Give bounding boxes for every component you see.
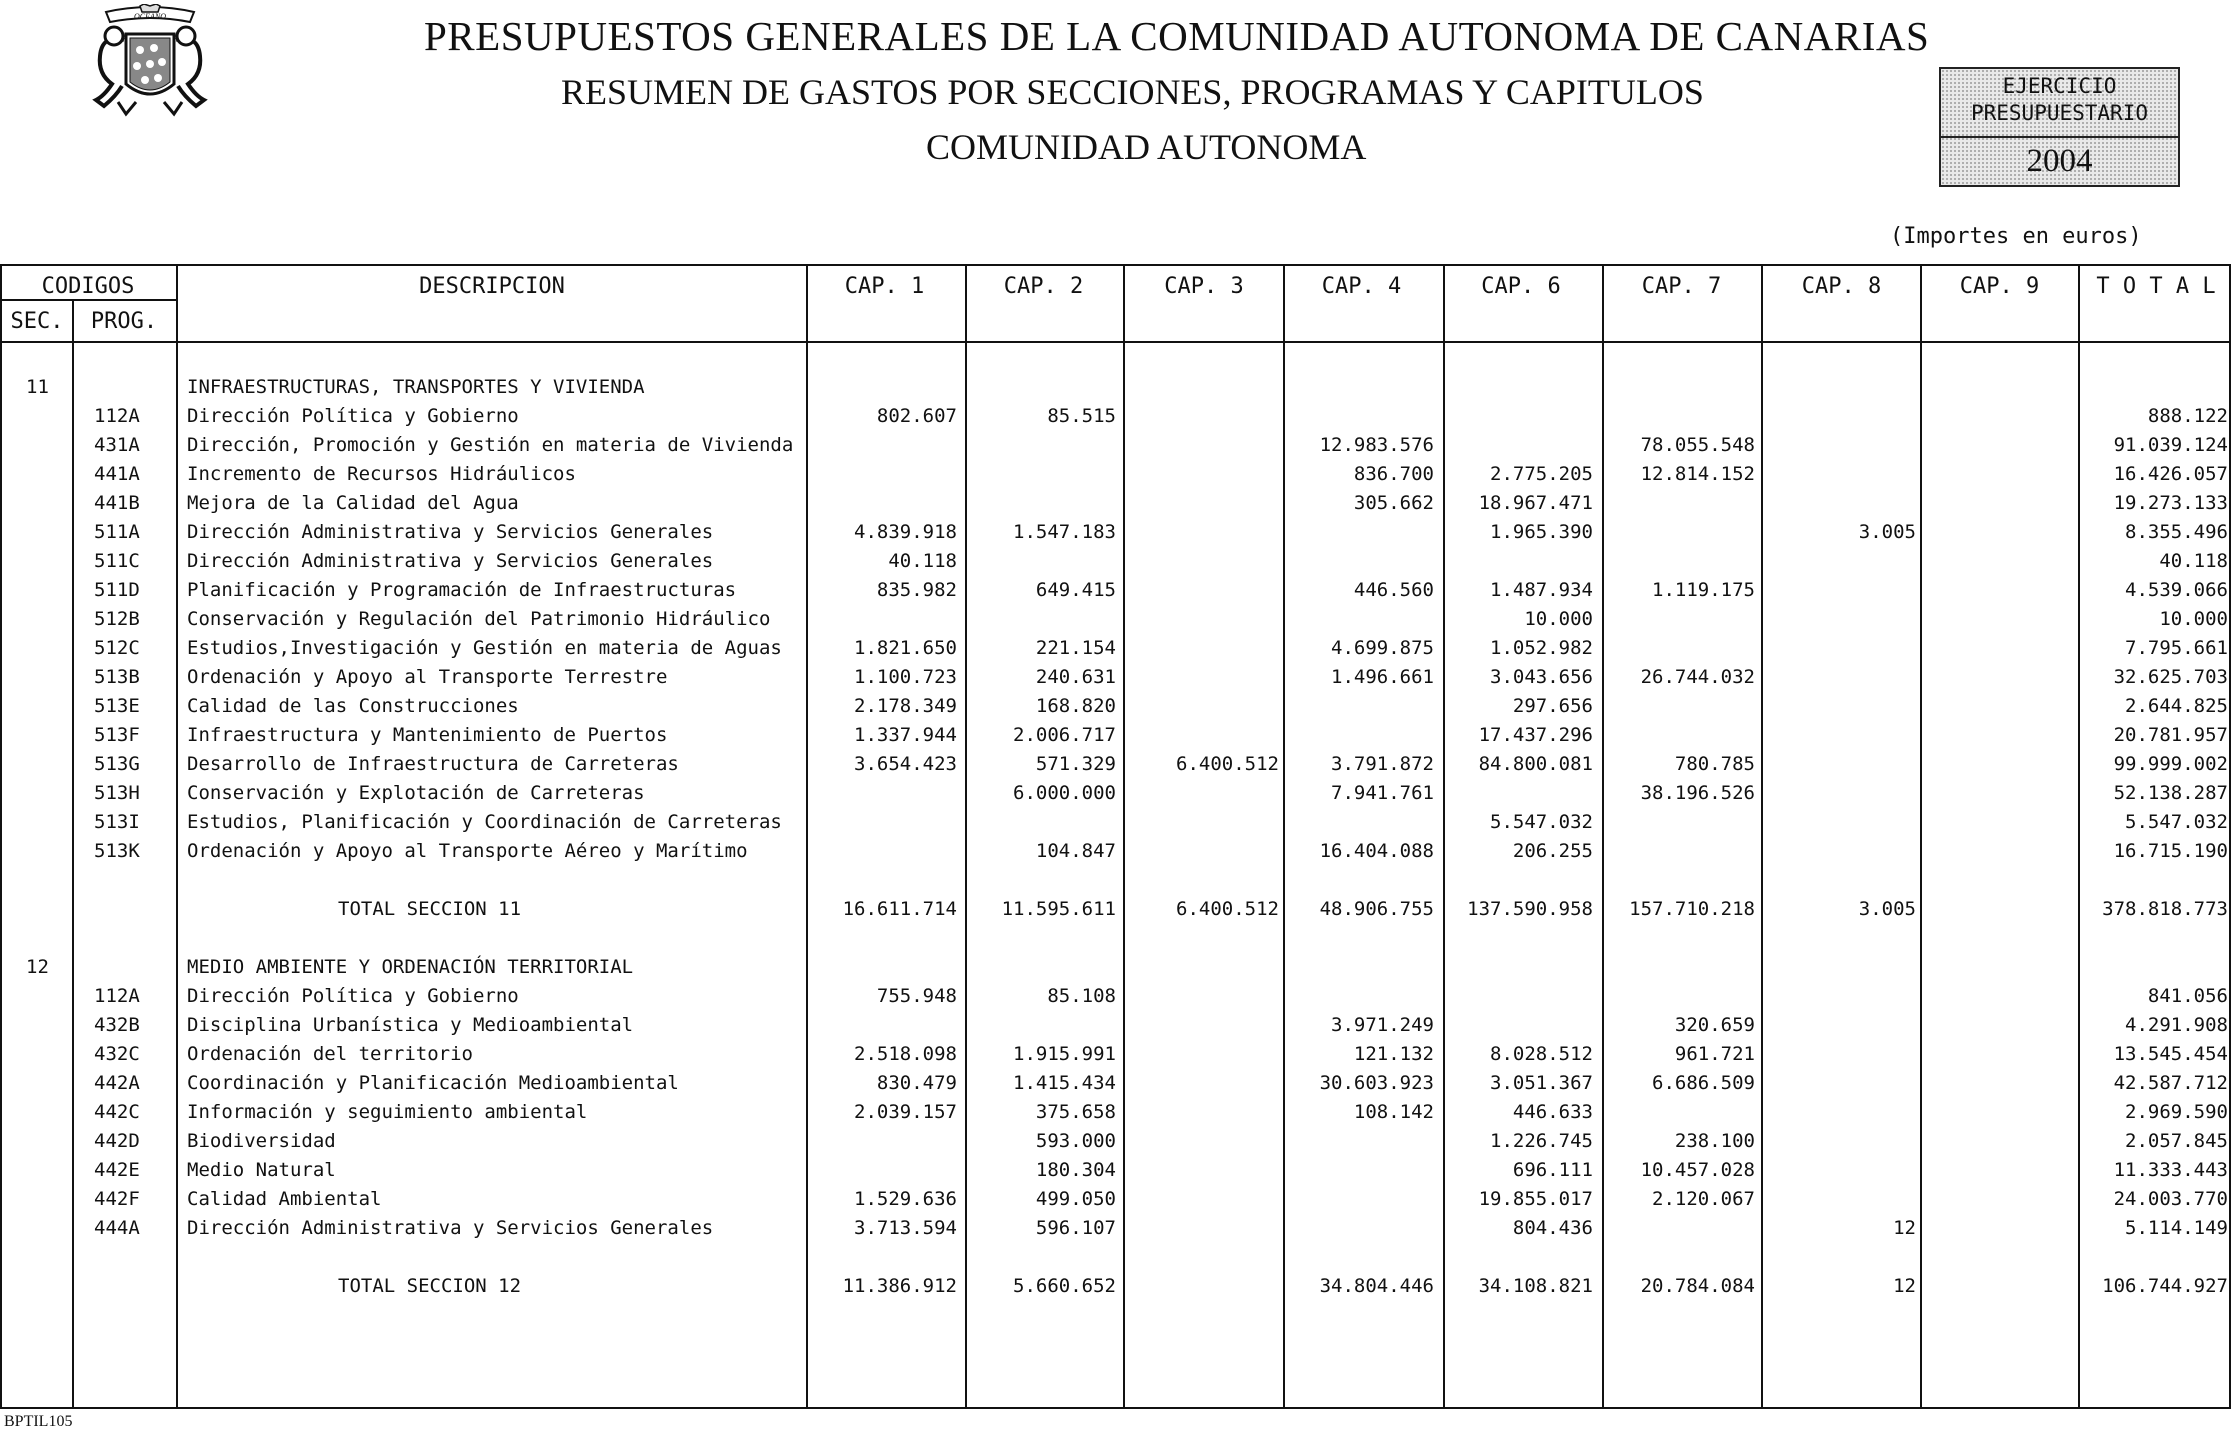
- cell-cap-5: 206.255: [1512, 840, 1593, 862]
- cell-cap-9: 40.118: [2159, 550, 2228, 572]
- cell-cap-9: 19.273.133: [2113, 492, 2228, 514]
- column-rule: [1920, 264, 1922, 1409]
- section-total-cap-2: 11.595.611: [1001, 898, 1116, 920]
- cell-cap-2: 593.000: [1035, 1130, 1116, 1152]
- program-description: Dirección Administrativa y Servicios Generales: [187, 550, 714, 572]
- program-code: 513I: [94, 811, 140, 833]
- cell-cap-1: 3.654.423: [854, 753, 957, 775]
- cell-cap-6: 38.196.526: [1640, 782, 1755, 804]
- program-code: 511A: [94, 521, 140, 543]
- program-description: Desarrollo de Infraestructura de Carreteras: [187, 753, 679, 775]
- program-code: 441A: [94, 463, 140, 485]
- cell-cap-9: 13.545.454: [2113, 1043, 2228, 1065]
- column-rule: [1123, 264, 1125, 1409]
- column-rule: [1761, 264, 1763, 1409]
- program-code: 432B: [94, 1014, 140, 1036]
- program-description: Planificación y Programación de Infraestructuras: [187, 579, 737, 601]
- cell-cap-1: 802.607: [876, 405, 957, 427]
- program-description: Dirección Política y Gobierno: [187, 405, 519, 427]
- program-description: Dirección Administrativa y Servicios Generales: [187, 521, 714, 543]
- fiscal-year-value: 2004: [2026, 143, 2093, 179]
- program-description: Infraestructura y Mantenimiento de Puertos: [187, 724, 668, 746]
- section-total-cap-5: 137.590.958: [1467, 898, 1593, 920]
- header-cap-1: CAP. 1: [844, 274, 925, 299]
- program-description: Dirección Política y Gobierno: [187, 985, 519, 1007]
- section-code: 11: [26, 376, 49, 398]
- program-code: 512C: [94, 637, 140, 659]
- cell-cap-9: 2.057.845: [2125, 1130, 2228, 1152]
- cell-cap-2: 499.050: [1035, 1188, 1116, 1210]
- cell-cap-1: 1.821.650: [854, 637, 957, 659]
- cell-cap-2: 571.329: [1035, 753, 1116, 775]
- section-total-cap-7: 12: [1893, 1275, 1916, 1297]
- cell-cap-9: 4.539.066: [2125, 579, 2228, 601]
- cell-cap-4: 446.560: [1353, 579, 1434, 601]
- cell-cap-5: 17.437.296: [1478, 724, 1593, 746]
- cell-cap-4: 108.142: [1353, 1101, 1434, 1123]
- program-description: Biodiversidad: [187, 1130, 336, 1152]
- cell-cap-9: 16.426.057: [2113, 463, 2228, 485]
- header-subrule: [0, 299, 176, 301]
- program-code: 513H: [94, 782, 140, 804]
- document-scope: COMUNIDAD AUTONOMA: [926, 127, 1367, 167]
- program-code: 442A: [94, 1072, 140, 1094]
- cell-cap-6: 2.120.067: [1652, 1188, 1755, 1210]
- cell-cap-1: 1.529.636: [854, 1188, 957, 1210]
- cell-cap-1: 2.178.349: [854, 695, 957, 717]
- column-rule: [1602, 264, 1604, 1409]
- program-code: 441B: [94, 492, 140, 514]
- cell-cap-4: 121.132: [1353, 1043, 1434, 1065]
- cell-cap-5: 10.000: [1524, 608, 1593, 630]
- program-code: 513K: [94, 840, 140, 862]
- canarias-coat-of-arms: [90, 4, 210, 126]
- header-prog: PROG.: [90, 309, 158, 334]
- program-code: 511C: [94, 550, 140, 572]
- program-code: 513B: [94, 666, 140, 688]
- cell-cap-9: 841.056: [2147, 985, 2228, 1007]
- fiscal-year-box: [1939, 67, 2180, 187]
- cell-cap-5: 1.965.390: [1490, 521, 1593, 543]
- program-code: 442C: [94, 1101, 140, 1123]
- program-code: 442D: [94, 1130, 140, 1152]
- cell-cap-6: 1.119.175: [1652, 579, 1755, 601]
- program-code: 511D: [94, 579, 140, 601]
- program-description: Medio Natural: [187, 1159, 336, 1181]
- cell-cap-2: 180.304: [1035, 1159, 1116, 1181]
- cell-cap-1: 4.839.918: [854, 521, 957, 543]
- header-cap-7: CAP. 8: [1801, 274, 1882, 299]
- cell-cap-9: 7.795.661: [2125, 637, 2228, 659]
- header-sec: SEC.: [10, 309, 64, 334]
- cell-cap-4: 12.983.576: [1319, 434, 1434, 456]
- cell-cap-5: 3.043.656: [1490, 666, 1593, 688]
- program-description: Disciplina Urbanística y Medioambiental: [187, 1014, 634, 1036]
- crest-motto: OCEANO: [134, 12, 166, 21]
- program-description: Estudios,Investigación y Gestión en materia de Aguas: [187, 637, 782, 659]
- document-subtitle: RESUMEN DE GASTOS POR SECCIONES, PROGRAMAS Y CAPITULOS: [561, 72, 1704, 112]
- cell-cap-1: 40.118: [888, 550, 957, 572]
- cell-cap-2: 1.415.434: [1013, 1072, 1116, 1094]
- header-descripcion: DESCRIPCION: [419, 274, 565, 299]
- cell-cap-5: 297.656: [1512, 695, 1593, 717]
- cell-cap-2: 649.415: [1035, 579, 1116, 601]
- cell-cap-1: 755.948: [876, 985, 957, 1007]
- cell-cap-1: 835.982: [876, 579, 957, 601]
- cell-cap-6: 10.457.028: [1640, 1159, 1755, 1181]
- program-description: Mejora de la Calidad del Agua: [187, 492, 519, 514]
- section-total-cap-4: 48.906.755: [1319, 898, 1434, 920]
- program-code: 431A: [94, 434, 140, 456]
- cell-cap-5: 1.226.745: [1490, 1130, 1593, 1152]
- cell-cap-1: 3.713.594: [854, 1217, 957, 1239]
- cell-cap-6: 6.686.509: [1652, 1072, 1755, 1094]
- cell-cap-5: 1.487.934: [1490, 579, 1593, 601]
- cell-cap-9: 99.999.002: [2113, 753, 2228, 775]
- cell-cap-6: 26.744.032: [1640, 666, 1755, 688]
- cell-cap-2: 168.820: [1035, 695, 1116, 717]
- cell-cap-4: 1.496.661: [1331, 666, 1434, 688]
- cell-cap-4: 3.971.249: [1331, 1014, 1434, 1036]
- cell-cap-2: 221.154: [1035, 637, 1116, 659]
- cell-cap-9: 11.333.443: [2113, 1159, 2228, 1181]
- program-code: 513G: [94, 753, 140, 775]
- cell-cap-2: 85.515: [1047, 405, 1116, 427]
- cell-cap-1: 1.337.944: [854, 724, 957, 746]
- cell-cap-9: 42.587.712: [2113, 1072, 2228, 1094]
- cell-cap-5: 696.111: [1512, 1159, 1593, 1181]
- program-description: Calidad de las Construcciones: [187, 695, 519, 717]
- program-description: Conservación y Explotación de Carreteras: [187, 782, 645, 804]
- cell-cap-9: 91.039.124: [2113, 434, 2228, 456]
- cell-cap-5: 1.052.982: [1490, 637, 1593, 659]
- program-code: 444A: [94, 1217, 140, 1239]
- cell-cap-9: 20.781.957: [2113, 724, 2228, 746]
- cell-cap-1: 1.100.723: [854, 666, 957, 688]
- section-total-label: TOTAL SECCION 12: [338, 1275, 522, 1297]
- program-description: Estudios, Planificación y Coordinación de Carreteras: [187, 811, 782, 833]
- section-total-cap-6: 157.710.218: [1629, 898, 1755, 920]
- program-code: 112A: [94, 985, 140, 1007]
- cell-cap-5: 19.855.017: [1478, 1188, 1593, 1210]
- cell-cap-6: 961.721: [1674, 1043, 1755, 1065]
- section-total-cap-4: 34.804.446: [1319, 1275, 1434, 1297]
- cell-cap-4: 30.603.923: [1319, 1072, 1434, 1094]
- cell-cap-2: 1.915.991: [1013, 1043, 1116, 1065]
- header-cap-9: T O T A L: [2096, 274, 2216, 299]
- fiscal-year-divider: [1941, 136, 2178, 138]
- report-code: BPTIL105: [4, 1413, 73, 1430]
- cell-cap-7: 3.005: [1858, 521, 1916, 543]
- cell-cap-9: 2.969.590: [2125, 1101, 2228, 1123]
- program-code: 513F: [94, 724, 140, 746]
- cell-cap-5: 84.800.081: [1478, 753, 1593, 775]
- cell-cap-4: 3.791.872: [1331, 753, 1434, 775]
- header-cap-2: CAP. 2: [1003, 274, 1084, 299]
- cell-cap-3: 6.400.512: [1176, 753, 1279, 775]
- cell-cap-5: 18.967.471: [1478, 492, 1593, 514]
- cell-cap-2: 1.547.183: [1013, 521, 1116, 543]
- section-code: 12: [26, 956, 49, 978]
- cell-cap-6: 780.785: [1674, 753, 1755, 775]
- section-total-label: TOTAL SECCION 11: [338, 898, 522, 920]
- cell-cap-1: 830.479: [876, 1072, 957, 1094]
- program-description: Ordenación del territorio: [187, 1043, 473, 1065]
- cell-cap-9: 10.000: [2159, 608, 2228, 630]
- cell-cap-4: 305.662: [1353, 492, 1434, 514]
- program-description: Coordinación y Planificación Medioambiental: [187, 1072, 679, 1094]
- section-total-cap-3: 6.400.512: [1176, 898, 1279, 920]
- cell-cap-4: 836.700: [1353, 463, 1434, 485]
- program-description: Ordenación y Apoyo al Transporte Terrestre: [187, 666, 668, 688]
- cell-cap-7: 12: [1893, 1217, 1916, 1239]
- header-codigos: CODIGOS: [41, 274, 135, 299]
- cell-cap-9: 5.114.149: [2125, 1217, 2228, 1239]
- program-code: 112A: [94, 405, 140, 427]
- cell-cap-9: 888.122: [2147, 405, 2228, 427]
- program-code: 442E: [94, 1159, 140, 1181]
- cell-cap-2: 2.006.717: [1013, 724, 1116, 746]
- program-description: Conservación y Regulación del Patrimonio Hidráulico: [187, 608, 771, 630]
- cell-cap-4: 4.699.875: [1331, 637, 1434, 659]
- units-note: (Importes en euros): [1890, 224, 2142, 249]
- cell-cap-2: 375.658: [1035, 1101, 1116, 1123]
- cell-cap-5: 8.028.512: [1490, 1043, 1593, 1065]
- cell-cap-9: 32.625.703: [2113, 666, 2228, 688]
- column-rule: [176, 264, 178, 1409]
- cell-cap-9: 5.547.032: [2125, 811, 2228, 833]
- section-total-cap-9: 378.818.773: [2102, 898, 2228, 920]
- program-code: 513E: [94, 695, 140, 717]
- cell-cap-5: 446.633: [1512, 1101, 1593, 1123]
- cell-cap-5: 3.051.367: [1490, 1072, 1593, 1094]
- cell-cap-9: 8.355.496: [2125, 521, 2228, 543]
- cell-cap-1: 2.039.157: [854, 1101, 957, 1123]
- section-name: INFRAESTRUCTURAS, TRANSPORTES Y VIVIENDA: [187, 376, 645, 398]
- cell-cap-2: 104.847: [1035, 840, 1116, 862]
- cell-cap-6: 238.100: [1674, 1130, 1755, 1152]
- header-cap-6: CAP. 7: [1641, 274, 1722, 299]
- cell-cap-2: 240.631: [1035, 666, 1116, 688]
- cell-cap-6: 12.814.152: [1640, 463, 1755, 485]
- section-total-cap-2: 5.660.652: [1013, 1275, 1116, 1297]
- section-total-cap-1: 16.611.714: [842, 898, 957, 920]
- cell-cap-9: 2.644.825: [2125, 695, 2228, 717]
- header-cap-5: CAP. 6: [1481, 274, 1561, 299]
- cell-cap-5: 5.547.032: [1490, 811, 1593, 833]
- header-cap-4: CAP. 4: [1321, 274, 1402, 299]
- cell-cap-6: 320.659: [1674, 1014, 1755, 1036]
- cell-cap-9: 24.003.770: [2113, 1188, 2228, 1210]
- section-total-cap-6: 20.784.084: [1640, 1275, 1755, 1297]
- header-bottom-rule: [0, 341, 2231, 343]
- program-description: Dirección, Promoción y Gestión en materia de Vivienda: [187, 434, 794, 456]
- cell-cap-4: 7.941.761: [1331, 782, 1434, 804]
- program-description: Incremento de Recursos Hidráulicos: [187, 463, 576, 485]
- program-code: 512B: [94, 608, 140, 630]
- program-code: 442F: [94, 1188, 140, 1210]
- section-total-cap-5: 34.108.821: [1478, 1275, 1593, 1297]
- program-description: Calidad Ambiental: [187, 1188, 382, 1210]
- document-title: PRESUPUESTOS GENERALES DE LA COMUNIDAD AUTONOMA DE CANARIAS: [424, 13, 1930, 59]
- cell-cap-2: 85.108: [1047, 985, 1116, 1007]
- cell-cap-4: 16.404.088: [1319, 840, 1434, 862]
- section-name: MEDIO AMBIENTE Y ORDENACIÓN TERRITORIAL: [187, 956, 634, 978]
- program-code: 432C: [94, 1043, 140, 1065]
- cell-cap-5: 2.775.205: [1490, 463, 1593, 485]
- header-cap-3: CAP. 3: [1164, 274, 1244, 299]
- program-description: Dirección Administrativa y Servicios Generales: [187, 1217, 714, 1239]
- program-description: Ordenación y Apoyo al Transporte Aéreo y Marítimo: [187, 840, 748, 862]
- section-total-cap-7: 3.005: [1858, 898, 1916, 920]
- cell-cap-6: 78.055.548: [1640, 434, 1755, 456]
- cell-cap-1: 2.518.098: [854, 1043, 957, 1065]
- program-description: Información y seguimiento ambiental: [187, 1101, 588, 1123]
- cell-cap-2: 596.107: [1035, 1217, 1116, 1239]
- fiscal-year-label: EJERCICIO PRESUPUESTARIO: [1970, 74, 2148, 125]
- header-cap-8: CAP. 9: [1959, 274, 2040, 299]
- cell-cap-9: 4.291.908: [2125, 1014, 2228, 1036]
- cell-cap-2: 6.000.000: [1013, 782, 1116, 804]
- column-rule: [72, 300, 74, 1409]
- section-total-cap-9: 106.744.927: [2102, 1275, 2228, 1297]
- cell-cap-9: 16.715.190: [2113, 840, 2228, 862]
- cell-cap-5: 804.436: [1512, 1217, 1593, 1239]
- cell-cap-9: 52.138.287: [2113, 782, 2228, 804]
- section-total-cap-1: 11.386.912: [842, 1275, 957, 1297]
